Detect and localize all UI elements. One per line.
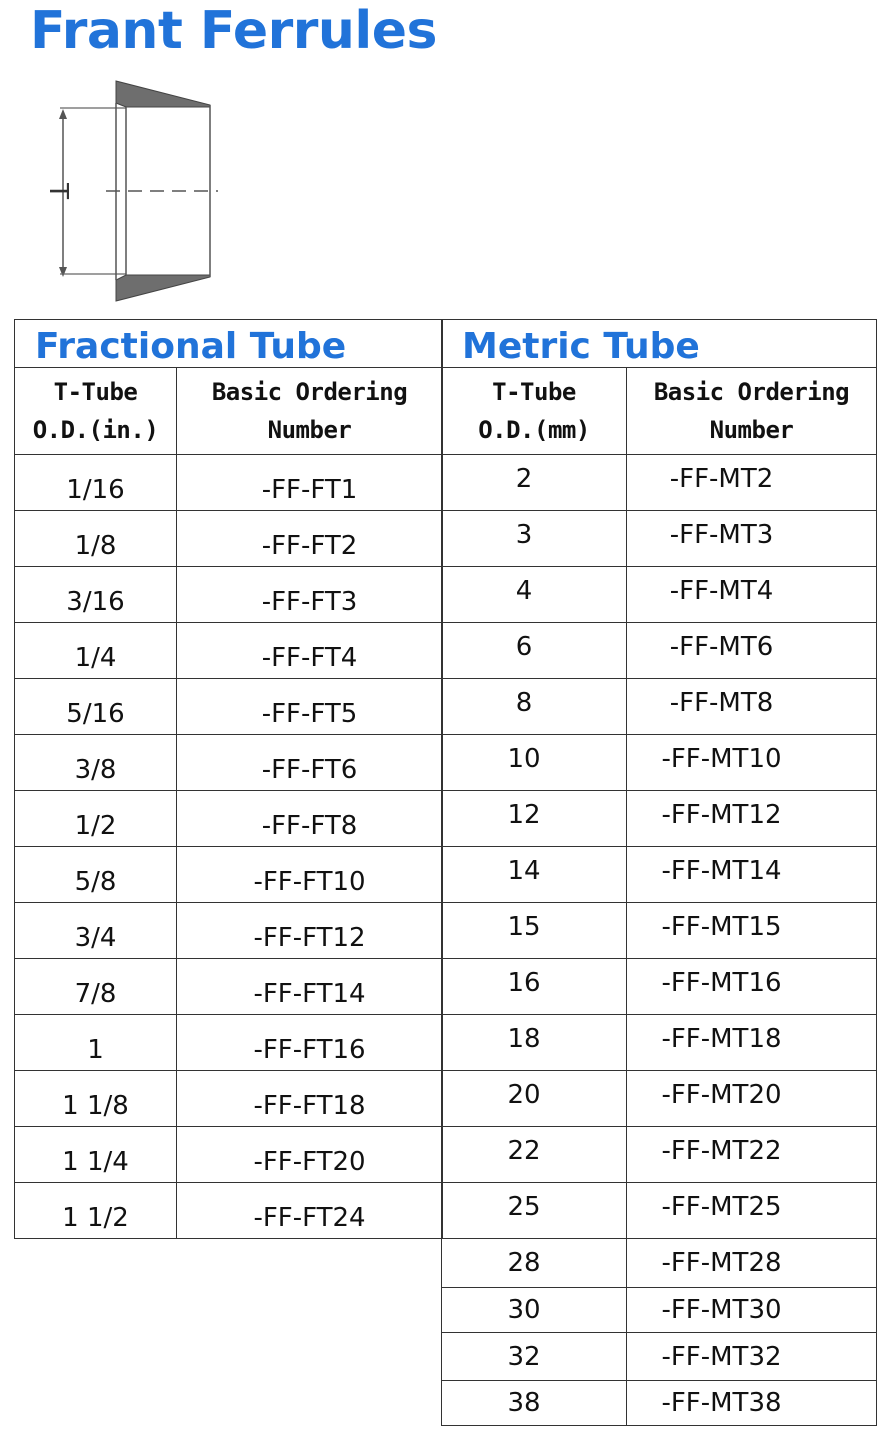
- fractional-number-cell: [177, 735, 443, 791]
- fractional-number-cell-text: -FF-FT24: [253, 1202, 366, 1233]
- metric-od-cell-text: 16: [507, 967, 541, 998]
- table-row: [442, 1127, 877, 1183]
- fractional-number-cell: [177, 1015, 443, 1071]
- arrow-top-icon: [59, 109, 67, 119]
- table-row: [442, 455, 877, 511]
- metric-od-cell-text: 14: [507, 855, 541, 886]
- dimension-label: T: [43, 183, 73, 199]
- metric-od-cell-text: 2: [515, 463, 533, 494]
- metric-number-cell-text: -FF-MT30: [661, 1295, 782, 1325]
- metric-number-cell-text: -FF-MT14: [661, 855, 782, 886]
- metric-od-cell: [442, 1333, 627, 1381]
- fractional-number-cell-text: -FF-FT3: [261, 586, 358, 617]
- fractional-number-cell: [177, 1183, 443, 1239]
- fractional-number-cell: [177, 1071, 443, 1127]
- fractional-od-cell: [15, 623, 177, 679]
- fractional-od-cell: [15, 1015, 177, 1071]
- metric-od-cell: [442, 903, 627, 959]
- table-row: [15, 903, 443, 959]
- metric-number-cell-text: -FF-MT15: [661, 911, 782, 942]
- metric-number-cell: [627, 1381, 877, 1426]
- fractional-number-header: [177, 368, 443, 455]
- fractional-number-cell-text: -FF-FT1: [261, 474, 358, 505]
- fractional-number-cell: [177, 511, 443, 567]
- metric-od-cell-text: 30: [507, 1295, 541, 1325]
- table-row: [15, 735, 443, 791]
- fractional-number-header-line2: Number: [267, 416, 352, 444]
- fractional-number-cell: [177, 903, 443, 959]
- table-row: [15, 679, 443, 735]
- metric-od-cell: [442, 1183, 627, 1239]
- table-row: [442, 567, 877, 623]
- fractional-tube-table: [14, 319, 443, 1239]
- metric-number-cell-text: -FF-MT22: [661, 1135, 782, 1166]
- fractional-od-cell: [15, 1183, 177, 1239]
- metric-od-cell: [442, 847, 627, 903]
- table-row: [442, 511, 877, 567]
- table-row: [15, 623, 443, 679]
- metric-title-row: [442, 320, 877, 368]
- fractional-od-cell-text: 7/8: [74, 978, 117, 1009]
- fractional-number-cell: [177, 567, 443, 623]
- metric-od-cell-text: 18: [507, 1023, 541, 1054]
- table-row: [442, 1015, 877, 1071]
- fractional-od-cell: [15, 567, 177, 623]
- fractional-od-cell-text: 3/8: [74, 754, 117, 785]
- fractional-od-cell: [15, 959, 177, 1015]
- table-row: [15, 959, 443, 1015]
- metric-od-header-line2: O.D.(mm): [478, 416, 590, 444]
- fractional-number-cell-text: -FF-FT2: [261, 530, 358, 561]
- metric-od-cell-text: 28: [507, 1248, 541, 1278]
- metric-od-cell: [442, 791, 627, 847]
- metric-number-cell-text: -FF-MT18: [661, 1023, 782, 1054]
- metric-number-cell: [627, 791, 877, 847]
- ferrule-diagram: [30, 75, 230, 310]
- table-row: [442, 903, 877, 959]
- fractional-number-cell-text: -FF-FT20: [253, 1146, 366, 1177]
- fractional-number-cell: [177, 847, 443, 903]
- metric-number-header-line1: Basic Ordering: [653, 378, 850, 406]
- metric-number-cell: [627, 903, 877, 959]
- metric-od-cell: [442, 1288, 627, 1333]
- table-row: [442, 679, 877, 735]
- metric-od-cell-text: 8: [515, 687, 533, 718]
- metric-od-cell-text: 3: [515, 519, 533, 550]
- fractional-number-cell: [177, 623, 443, 679]
- metric-od-cell: [442, 567, 627, 623]
- fractional-tube-title: Fractional Tube: [15, 320, 443, 368]
- metric-od-cell: [442, 511, 627, 567]
- metric-number-cell: [627, 1239, 877, 1288]
- fractional-number-cell: [177, 959, 443, 1015]
- metric-od-cell: [442, 623, 627, 679]
- metric-od-header: [442, 368, 627, 455]
- table-row: [15, 455, 443, 511]
- metric-od-cell-text: 32: [507, 1341, 541, 1372]
- metric-od-cell: [442, 959, 627, 1015]
- fractional-number-cell-text: -FF-FT5: [261, 698, 358, 729]
- metric-number-cell-text: -FF-MT2: [669, 463, 774, 494]
- ferrule-top-wedge: [116, 81, 210, 107]
- fractional-number-cell-text: -FF-FT14: [253, 978, 366, 1009]
- metric-number-cell: [627, 679, 877, 735]
- fractional-od-cell-text: 1 1/4: [62, 1146, 129, 1177]
- table-row: [442, 623, 877, 679]
- ferrule-bottom-wedge: [116, 275, 210, 301]
- fractional-number-cell-text: -FF-FT8: [261, 810, 358, 841]
- metric-number-cell: [627, 623, 877, 679]
- metric-od-cell: [442, 1071, 627, 1127]
- metric-tube-table: [441, 319, 877, 1426]
- fractional-title-row: [15, 320, 443, 368]
- fractional-od-cell: [15, 847, 177, 903]
- fractional-od-cell: [15, 791, 177, 847]
- metric-number-header: [627, 368, 877, 455]
- table-row: [15, 1015, 443, 1071]
- fractional-number-cell-text: -FF-FT4: [261, 642, 358, 673]
- metric-od-cell: [442, 455, 627, 511]
- metric-number-cell: [627, 959, 877, 1015]
- fractional-od-cell-text: 1: [87, 1034, 104, 1065]
- table-row: [15, 791, 443, 847]
- table-row: [15, 847, 443, 903]
- fractional-od-cell: [15, 1071, 177, 1127]
- metric-number-cell-text: -FF-MT8: [669, 687, 774, 718]
- page-title: Frant Ferrules: [30, 1, 437, 61]
- metric-number-cell-text: -FF-MT25: [661, 1191, 782, 1222]
- table-row: [442, 1381, 877, 1426]
- metric-number-cell-text: -FF-MT3: [669, 519, 774, 550]
- metric-number-cell-text: -FF-MT10: [661, 743, 782, 774]
- metric-od-cell-text: 12: [507, 799, 541, 830]
- metric-number-cell: [627, 1288, 877, 1333]
- table-row: [442, 1071, 877, 1127]
- fractional-od-cell-text: 5/8: [74, 866, 117, 897]
- fractional-number-cell-text: -FF-FT16: [253, 1034, 366, 1065]
- fractional-od-header-line2: O.D.(in.): [32, 416, 159, 444]
- metric-tube-title: Metric Tube: [442, 320, 877, 368]
- metric-od-header-line1: T-Tube: [492, 378, 576, 406]
- metric-od-cell: [442, 735, 627, 791]
- metric-od-cell-text: 38: [507, 1388, 541, 1418]
- table-row: [15, 1071, 443, 1127]
- fractional-od-cell-text: 1 1/2: [62, 1202, 129, 1233]
- table-row: [15, 1127, 443, 1183]
- fractional-number-cell: [177, 791, 443, 847]
- metric-number-cell: [627, 1071, 877, 1127]
- fractional-od-cell-text: 5/16: [66, 698, 125, 729]
- fractional-od-cell: [15, 735, 177, 791]
- metric-number-cell-text: -FF-MT38: [661, 1388, 782, 1418]
- table-row: [442, 1183, 877, 1239]
- metric-od-cell: [442, 1239, 627, 1288]
- metric-number-cell: [627, 1183, 877, 1239]
- metric-od-cell: [442, 1381, 627, 1426]
- metric-number-header-line2: Number: [709, 416, 794, 444]
- metric-od-cell-text: 4: [515, 575, 533, 606]
- table-row: [442, 1288, 877, 1333]
- fractional-od-cell-text: 1/8: [74, 530, 117, 561]
- table-row: [442, 735, 877, 791]
- metric-number-cell-text: -FF-MT16: [661, 967, 782, 998]
- metric-number-cell: [627, 455, 877, 511]
- table-row: [442, 791, 877, 847]
- metric-number-cell-text: -FF-MT12: [661, 799, 782, 830]
- metric-od-cell-text: 15: [507, 911, 541, 942]
- metric-od-cell-text: 25: [507, 1191, 541, 1222]
- table-row: [442, 1239, 877, 1288]
- metric-od-cell-text: 20: [507, 1079, 541, 1110]
- metric-number-cell-text: -FF-MT32: [661, 1341, 782, 1372]
- metric-number-cell-text: -FF-MT6: [669, 631, 774, 662]
- metric-number-cell: [627, 567, 877, 623]
- metric-number-cell: [627, 1015, 877, 1071]
- fractional-od-cell: [15, 455, 177, 511]
- fractional-od-cell-text: 3/16: [66, 586, 125, 617]
- fractional-od-cell-text: 3/4: [74, 922, 117, 953]
- metric-od-cell-text: 10: [507, 743, 541, 774]
- metric-header-row: [442, 368, 877, 455]
- fractional-number-cell-text: -FF-FT18: [253, 1090, 366, 1121]
- fractional-od-cell: [15, 903, 177, 959]
- fractional-number-cell-text: -FF-FT12: [253, 922, 366, 953]
- metric-od-cell: [442, 1015, 627, 1071]
- fractional-od-cell-text: 1/2: [74, 810, 117, 841]
- metric-od-cell: [442, 679, 627, 735]
- fractional-number-header-line1: Basic Ordering: [211, 378, 408, 406]
- fractional-od-cell: [15, 1127, 177, 1183]
- fractional-od-header-line1: T-Tube: [53, 378, 138, 406]
- fractional-header-row: [15, 368, 443, 455]
- table-row: [442, 847, 877, 903]
- table-row: [15, 1183, 443, 1239]
- metric-number-cell: [627, 847, 877, 903]
- fractional-od-cell-text: 1 1/8: [62, 1090, 129, 1121]
- arrow-bottom-icon: [59, 267, 67, 277]
- fractional-number-cell-text: -FF-FT10: [253, 866, 366, 897]
- metric-number-cell: [627, 1333, 877, 1381]
- metric-od-cell-text: 22: [507, 1135, 541, 1166]
- metric-od-cell-text: 6: [515, 631, 533, 662]
- metric-number-cell-text: -FF-MT20: [661, 1079, 782, 1110]
- metric-number-cell: [627, 1127, 877, 1183]
- fractional-od-cell: [15, 679, 177, 735]
- fractional-od-cell-text: 1/4: [74, 642, 117, 673]
- table-row: [15, 567, 443, 623]
- metric-number-cell-text: -FF-MT28: [661, 1248, 782, 1278]
- metric-number-cell: [627, 511, 877, 567]
- table-row: [442, 959, 877, 1015]
- fractional-number-cell-text: -FF-FT6: [261, 754, 358, 785]
- fractional-od-header: [15, 368, 177, 455]
- fractional-od-cell-text: 1/16: [66, 474, 125, 505]
- metric-number-cell: [627, 735, 877, 791]
- table-row: [15, 511, 443, 567]
- metric-od-cell: [442, 1127, 627, 1183]
- fractional-number-cell: [177, 679, 443, 735]
- metric-number-cell-text: -FF-MT4: [669, 575, 774, 606]
- fractional-number-cell: [177, 1127, 443, 1183]
- fractional-number-cell: [177, 455, 443, 511]
- table-row: [442, 1333, 877, 1381]
- fractional-od-cell: [15, 511, 177, 567]
